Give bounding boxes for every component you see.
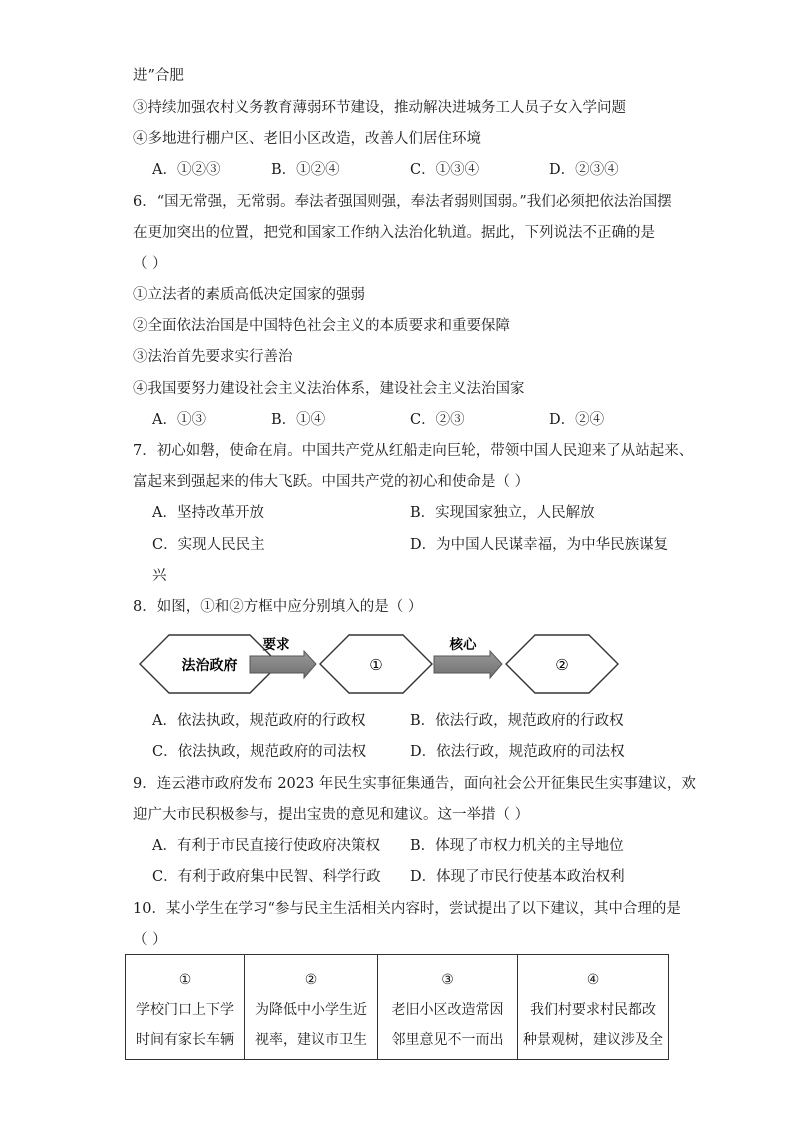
q10-cell-3-line-1: 老旧小区改造常因 [391, 1002, 504, 1018]
q5-statement-4: ④多地进行棚户区、老旧小区改造，改善人们居住环境 [133, 131, 481, 147]
q5-option-a[interactable]: A．①②③ [152, 162, 221, 178]
q9-stem-line-1: 9．连云港市政府发布 2023 年民生实事征集通告，面向社会公开征集民生实事建议，欢 [133, 776, 696, 792]
q8-stem: 8．如图，①和②方框中应分别填入的是（ ） [133, 599, 423, 615]
diagram-box-blank-2 [506, 635, 618, 693]
q10-cell-1-head: ① [178, 972, 192, 988]
diagram-box2-label: ① [369, 656, 383, 674]
q10-cell-4 [518, 955, 669, 1060]
q6-option-b[interactable]: B．①④ [271, 412, 326, 428]
diagram-arrow2-label: 核心 [449, 637, 477, 653]
q6-statement-2: ②全面依法治国是中国特色社会主义的本质要求和重要保障 [133, 318, 510, 334]
q8-option-a[interactable]: A．依法执政，规范政府的行政权 [152, 713, 366, 729]
q6-stem-line-1: 6．“国无常强，无常弱。奉法者强国则强，奉法者弱则国弱。”我们必须把依法治国摆 [133, 194, 672, 210]
q9-option-d[interactable]: D．体现了市民行使基本政治权利 [410, 869, 625, 885]
diagram-arrow-requirement [250, 636, 316, 678]
q7-option-d[interactable]: D．为中国人民谋幸福，为中华民族谋复 [410, 537, 669, 553]
q9-option-c[interactable]: C．有利于政府集中民智、科学行政 [152, 869, 381, 885]
q9-option-b[interactable]: B．体现了市权力机关的主导地位 [410, 838, 624, 854]
q10-cell-4-line-2: 种景观树，建议涉及全 [523, 1032, 663, 1048]
q6-stem-line-2: 在更加突出的位置，把党和国家工作纳入法治化轨道。据此，下列说法不正确的是 [133, 225, 655, 241]
q7-option-d-wrap: 兴 [152, 568, 167, 584]
q5-option-d[interactable]: D．②③④ [549, 162, 619, 178]
q10-cell-3-line-2: 邻里意见不一而出 [391, 1032, 504, 1048]
q10-answer-blank: （ ） [133, 932, 167, 948]
diagram-box3-label: ② [555, 656, 569, 674]
q5-option-c[interactable]: C．①③④ [410, 162, 480, 178]
q6-statement-3: ③法治首先要求实行善治 [133, 349, 293, 365]
q8-option-c[interactable]: C．依法执政，规范政府的司法权 [152, 744, 367, 760]
q10-cell-2-line-2: 视率，建议市卫生 [255, 1032, 367, 1048]
q7-option-c[interactable]: C．实现人民民主 [152, 537, 265, 553]
q9-option-a[interactable]: A．有利于市民直接行使政府决策权 [152, 838, 380, 854]
diagram-box1-label: 法治政府 [181, 658, 238, 674]
q9-stem-line-2: 迎广大市民积极参与，提出宝贵的意见和建议。这一举措（ ） [133, 807, 530, 823]
q5-statement-3: ③持续加强农村义务教育薄弱环节建设，推动解决进城务工人员子女入学问题 [133, 100, 626, 116]
q10-cell-2-line-1: 为降低中小学生近 [255, 1002, 367, 1018]
q10-cell-4-head: ④ [586, 972, 600, 988]
q10-cell-1 [126, 955, 245, 1060]
q10-cell-3 [378, 955, 518, 1060]
diagram-arrow-core [434, 636, 502, 678]
diagram-arrow1-label: 要求 [262, 637, 290, 653]
q10-suggestion-table [125, 954, 669, 1060]
q6-answer-blank: （ ） [133, 256, 167, 272]
q7-stem-line-1: 7．初心如磐，使命在肩。中国共产党从红船走向巨轮，带领中国人民迎来了从站起来、 [133, 443, 694, 459]
q10-stem-line-1: 10．某小学生在学习“参与民主生活相关内容时，尝试提出了以下建议，其中合理的是 [133, 901, 681, 917]
q7-stem-line-2: 富起来到强起来的伟大飞跃。中国共产党的初心和使命是（ ） [133, 474, 530, 490]
q5-continuation: 进”合肥 [133, 68, 184, 84]
q8-option-d[interactable]: D．依法行政，规范政府的司法权 [410, 744, 625, 760]
q10-cell-1-line-2: 时间有家长车辆 [136, 1032, 234, 1048]
diagram-box-blank-1 [320, 635, 432, 693]
q7-option-a[interactable]: A．坚持改革开放 [152, 505, 264, 521]
q6-option-d[interactable]: D．②④ [549, 412, 605, 428]
q5-option-b[interactable]: B．①②④ [271, 162, 340, 178]
q6-option-c[interactable]: C．②③ [410, 412, 465, 428]
q8-flow-diagram [138, 633, 620, 703]
q10-cell-4-line-1: 我们村要求村民都改 [530, 1002, 656, 1018]
q6-statement-1: ①立法者的素质高低决定国家的强弱 [133, 287, 365, 303]
q6-statement-4: ④我国要努力建设社会主义法治体系，建设社会主义法治国家 [133, 381, 525, 397]
q10-cell-3-head: ③ [441, 972, 454, 988]
q10-cell-2 [245, 955, 378, 1060]
q8-option-b[interactable]: B．依法行政，规范政府的行政权 [410, 713, 624, 729]
q7-option-b[interactable]: B．实现国家独立，人民解放 [410, 505, 595, 521]
q10-cell-1-line-1: 学校门口上下学 [136, 1002, 234, 1018]
q6-option-a[interactable]: A．①③ [152, 412, 206, 428]
q10-cell-2-head: ② [304, 972, 318, 988]
